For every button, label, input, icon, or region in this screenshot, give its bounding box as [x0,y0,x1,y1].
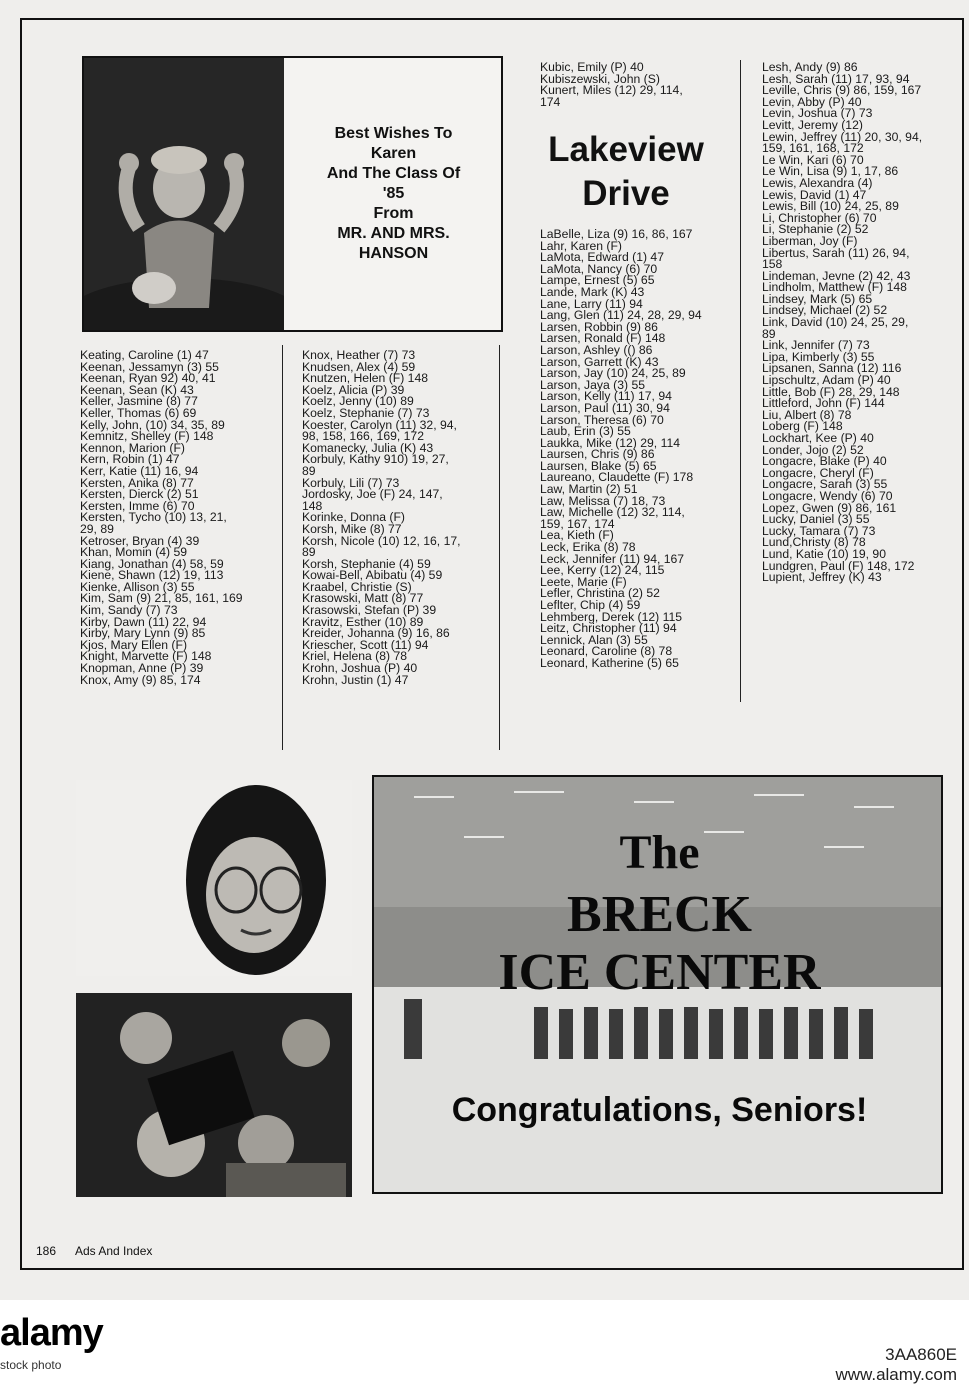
index-entry: Lund,Christy (8) 78 [762,535,866,550]
index-entry: Larson, Theresa (6) 70 [540,412,664,427]
index-entry: Koester, Carolyn (11) 32, 94, [302,417,457,432]
index-entry: Liberman, Joy (F) [762,233,858,248]
index-entry: Lennick, Alan (3) 55 [540,632,648,647]
index-entry: Kjos, Mary Ellen (F) [80,637,187,652]
index-entry: Keller, Jasmine (8) 77 [80,394,198,409]
index-entry: Kim, Sam (9) 21, 85, 161, 169 [80,591,243,606]
index-entry: Lewin, Jeffrey (11) 20, 30, 94, [762,129,923,144]
index-entry: Lang, Glen (11) 24, 28, 29, 94 [540,308,702,323]
index-column-3 [540,229,702,670]
stock-label: stock photo [0,1358,62,1372]
index-entry: Larsen, Robbin (9) 86 [540,319,658,334]
index-entry: Link, Jennifer (7) 73 [762,338,870,353]
index-entry: Kraabel, Christie (S) [302,579,412,594]
index-entry: Lindholm, Matthew (F) 148 [762,280,907,295]
index-entry: Li, Christopher (6) 70 [762,210,877,225]
image-id: 3AA860E [885,1345,957,1364]
index-entry: Keenan, Ryan 92) 40, 41 [80,371,216,386]
index-entry: Laursen, Blake (5) 65 [540,458,657,473]
index-entry: 174 [540,94,561,109]
index-entry: Laureano, Claudette (F) 178 [540,470,694,485]
index-entry: Kriel, Helena (8) 78 [302,649,407,664]
index-entry: Lee, Kerry (12) 24, 115 [540,563,665,578]
index-entry: Kersten, Anika (8) 77 [80,475,194,490]
breck-congratulations: Congratulations, Seniors! [451,1091,868,1129]
index-entry: Kunert, Miles (12) 29, 114, [540,83,683,98]
page-number: 186 [36,1244,57,1258]
index-entry: Lupient, Jeffrey (K) 43 [762,570,882,585]
index-entry: Lesh, Sarah (11) 17, 93, 94 [762,71,910,86]
index-entry: Ketroser, Bryan (4) 39 [80,533,200,548]
index-entry: Korbuly, Lili (7) 73 [302,475,400,490]
index-entry: Law, Michelle (12) 32, 114, [540,505,685,520]
index-entry: 158 [762,257,783,272]
index-entry: Loberg (F) 148 [762,419,843,434]
index-entry: Leck, Jennifer (11) 94, 167 [540,551,685,566]
index-entry: Lockhart, Kee (P) 40 [762,431,874,445]
column-divider [740,60,741,702]
index-column-4 [762,62,922,584]
index-entry: Levitt, Jeremy (12) [762,117,863,132]
index-entry: Leck, Erika (8) 78 [540,540,636,555]
index-entry: Lucky, Daniel (3) 55 [762,512,870,527]
index-entry: Lane, Larry (11) 94 [540,296,643,311]
index-entry: Kriescher, Scott (11) 94 [302,637,429,652]
index-entry: Le Win, Lisa (9) 1, 17, 86 [762,164,899,179]
index-entry: Knutzen, Helen (F) 148 [302,371,429,386]
index-entry: Lund, Katie (10) 19, 90 [762,546,886,561]
index-entry: Kirby, Mary Lynn (9) 85 [80,626,206,641]
index-column-2 [302,350,461,686]
index-column-3-top [540,62,683,108]
index-entry: Lefler, Christina (2) 52 [540,586,660,601]
index-entry: Lucky, Tamara (7) 73 [762,523,876,538]
index-entry: Laukka, Mike (12) 29, 114 [540,435,681,450]
index-entry: Lewis, David (1) 47 [762,187,867,202]
index-entry: Kennon, Marion (F) [80,440,185,455]
index-entry: Kiene, Shawn (12) 19, 113 [80,568,224,583]
index-entry: Larsen, Ronald (F) 148 [540,331,666,346]
index-entry: Knight, Marvette (F) 148 [80,649,212,664]
index-entry: Kowai-Bell, Abibatu (4) 59 [302,568,443,583]
index-entry: 29, 89 [80,521,114,536]
index-entry: Londer, Jojo (2) 52 [762,442,864,457]
index-entry: 159, 167, 174 [540,516,615,531]
index-entry: Lindsey, Michael (2) 52 [762,303,888,318]
index-column-1 [80,350,243,686]
index-entry: Khan, Momin (4) 59 [80,545,188,560]
index-entry: Lindsey, Mark (5) 65 [762,291,873,306]
index-entry: Krasowski, Stefan (P) 39 [302,603,437,618]
breck-ice-center-ad [372,775,943,1194]
index-entry: Krasowski, Matt (8) 77 [302,591,424,606]
index-entry: 89 [302,545,316,560]
index-entry: Korsh, Mike (8) 77 [302,521,402,536]
girl-with-glasses-photo [76,780,352,976]
students-reading-photo [76,993,352,1197]
index-entry: Kubiszewski, John (S) [540,71,660,86]
watermark-bar [0,1300,969,1390]
index-entry: Korsh, Stephanie (4) 59 [302,556,431,571]
index-entry: 89 [762,326,776,341]
index-entry: Koelz, Stephanie (7) 73 [302,405,430,420]
index-entry: Lewis, Alexandra (4) [762,175,873,190]
index-entry: Levin, Joshua (7) 73 [762,106,873,121]
index-entry: Korbuly, Kathy 910) 19, 27, [302,452,449,467]
index-entry: Lampe, Ernest (5) 65 [540,273,655,288]
breck-line-the: The [619,826,700,879]
index-entry: Kersten, Imme (6) 70 [80,498,195,513]
ad-line: And The Class Of [326,165,461,182]
ad-line: From [373,205,414,222]
index-entry: Kim, Sandy (7) 73 [80,603,178,618]
index-entry: Koelz, Alicia (P) 39 [302,382,405,397]
index-entry: Lundgren, Paul (F) 148, 172 [762,558,915,573]
index-entry: Knudsen, Alex (4) 59 [302,359,416,374]
index-entry: Lipschultz, Adam (P) 40 [762,373,891,388]
hanson-ad-text [284,56,503,332]
index-entry: Lahr, Karen (F) [540,238,622,253]
index-entry: Link, David (10) 24, 25, 29, [762,315,909,330]
column-divider [499,345,500,750]
brand-logo: alamy [0,1312,103,1354]
index-entry: Krohn, Justin (1) 47 [302,672,409,687]
index-entry: Larson, Jay (10) 24, 25, 89 [540,366,686,381]
index-entry: Kerr, Katie (11) 16, 94 [80,463,199,478]
index-entry: Lewis, Bill (10) 24, 25, 89 [762,199,899,214]
index-entry: Libertus, Sarah (11) 26, 94, [762,245,910,260]
index-entry: Kreider, Johanna (9) 16, 86 [302,626,450,641]
index-entry: Leete, Marie (F) [540,574,627,589]
index-entry: Leflter, Chip (4) 59 [540,598,641,612]
index-entry: Larson, Paul (11) 30, 94 [540,400,670,415]
ad-line: Best Wishes To [334,125,453,142]
index-entry: Longacre, Blake (P) 40 [762,454,887,469]
index-entry: Lopez, Gwen (9) 86, 161 [762,500,897,515]
site-url: www.alamy.com [835,1365,957,1384]
index-entry: Law, Martin (2) 51 [540,482,638,497]
index-entry: Keenan, Jessamyn (3) 55 [80,359,219,374]
ad-line: '85 [382,185,405,202]
child-swimming-photo [84,58,284,330]
ad-heading: Drive [582,174,670,213]
index-entry: Le Win, Kari (6) 70 [762,152,864,167]
index-entry: 148 [302,498,323,513]
index-entry: Longacre, Cheryl (F) [762,465,874,480]
lakeview-drive-ad [512,128,740,216]
ad-line: MR. AND MRS. [337,225,450,242]
index-entry: Kubic, Emily (P) 40 [540,60,644,74]
index-entry: Kersten, Tycho (10) 13, 21, [80,510,227,525]
index-entry: 98, 158, 166, 169, 172 [302,429,424,444]
index-entry: Kirby, Dawn (11) 22, 94 [80,614,207,629]
index-entry: Leonard, Caroline (8) 78 [540,644,673,659]
index-entry: Larson, Garrett (K) 43 [540,354,659,369]
index-entry: Keller, Thomas (6) 69 [80,405,197,420]
index-entry: Longacre, Sarah (3) 55 [762,477,888,492]
index-entry: LaMota, Nancy (6) 70 [540,261,658,276]
breck-line-ice-center: ICE CENTER [498,944,821,1001]
column-divider [282,345,283,750]
ad-heading: Lakeview [548,130,704,169]
section-title: Ads And Index [75,1244,153,1258]
index-entry: Knox, Heather (7) 73 [302,348,416,362]
index-entry: Knox, Amy (9) 85, 174 [80,672,201,687]
index-entry: Knopman, Anne (P) 39 [80,661,204,676]
ad-line: HANSON [358,245,429,262]
index-entry: Lande, Mark (K) 43 [540,284,645,299]
ad-line: Karen [370,145,417,162]
index-entry: Kiang, Jonathan (4) 58, 59 [80,556,224,571]
index-entry: Leonard, Katherine (5) 65 [540,655,679,670]
index-entry: Laub, Erin (3) 55 [540,424,631,439]
index-entry: Koelz, Jenny (10) 89 [302,394,414,409]
index-entry: Levin, Abby (P) 40 [762,94,862,109]
index-entry: LaMota, Edward (1) 47 [540,250,664,265]
index-entry: LaBelle, Liza (9) 16, 86, 167 [540,227,693,241]
index-entry: Keenan, Sean (K) 43 [80,382,194,397]
index-entry: Lipa, Kimberly (3) 55 [762,349,875,364]
index-entry: Leitz, Christopher (11) 94 [540,621,677,636]
index-entry: Jordosky, Joe (F) 24, 147, [302,487,443,502]
index-entry: Kravitz, Esther (10) 89 [302,614,424,629]
index-entry: Korsh, Nicole (10) 12, 16, 17, [302,533,461,548]
index-entry: Keating, Caroline (1) 47 [80,348,209,362]
index-entry: Korinke, Donna (F) [302,510,405,525]
index-entry: Lesh, Andy (9) 86 [762,60,858,74]
index-entry: Lea, Kieth (F) [540,528,614,543]
index-entry: Larson, Kelly (11) 17, 94 [540,389,672,404]
index-entry: Lindeman, Jevne (2) 42, 43 [762,268,911,283]
index-entry: Larson, Ashley (() 86 [540,342,653,357]
index-entry: Kersten, Dierck (2) 51 [80,487,199,502]
breck-line-name: BRECK [567,886,752,943]
index-entry: Littleford, John (F) 144 [762,396,885,411]
index-entry: Krohn, Joshua (P) 40 [302,661,418,676]
index-entry: Kelly, John, (10) 34, 35, 89 [80,417,225,432]
index-entry: Kemnitz, Shelley (F) 148 [80,429,214,444]
index-entry: 89 [302,463,316,478]
index-entry: Longacre, Wendy (6) 70 [762,488,893,503]
index-entry: Leville, Chris (9) 86, 159, 167 [762,83,922,98]
index-entry: Laursen, Chris (9) 86 [540,447,655,462]
index-entry: Little, Bob (F) 28, 29, 148 [762,384,900,399]
index-entry: Lehmberg, Derek (12) 115 [540,609,683,624]
index-entry: Larson, Jaya (3) 55 [540,377,646,392]
index-entry: Lipsanen, Sanna (12) 116 [762,361,902,376]
index-entry: Li, Stephanie (2) 52 [762,222,869,237]
index-entry: Komanecky, Julia (K) 43 [302,440,434,455]
index-entry: Kern, Robin (1) 47 [80,452,180,467]
index-entry: 159, 161, 168, 172 [762,141,864,156]
index-entry: Law, Melissa (7) 18, 73 [540,493,666,508]
index-entry: Kienke, Allison (3) 55 [80,579,195,594]
index-entry: Liu, Albert (8) 78 [762,407,852,422]
